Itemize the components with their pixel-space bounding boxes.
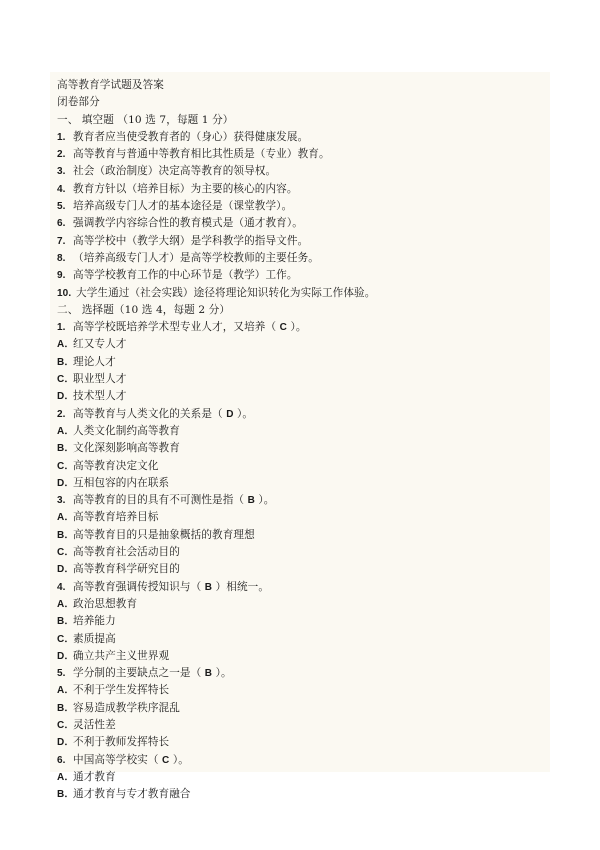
answer-letter: D [226,408,234,420]
item-text: 教育方针以（培养目标）为主要的核心的内容。 [73,182,298,195]
option-item [57,423,547,440]
option-key: A． [57,425,75,437]
item-text: 大学生通过（社会实践）途径将理论知识转化为实际工作体验。 [76,286,376,299]
option-item [57,717,547,734]
question-text: 中国高等学校实（ [73,753,163,766]
question-stem [57,752,547,769]
fill-item [57,198,547,215]
question-number: 2. [57,408,66,420]
option-key: B． [57,789,75,801]
item-number: 6. [57,218,66,230]
document-page [50,72,550,801]
section-heading-choice: 二、 选择题（10 选 4，每题 2 分） [57,303,231,316]
option-key: B． [57,616,75,628]
option-key: C． [57,460,75,472]
fill-item [57,267,547,284]
item-number: 3. [57,166,66,178]
option-item [57,734,547,751]
option-key: C． [57,633,75,645]
option-key: B． [57,529,75,541]
option-text: 政治思想教育 [73,597,138,610]
item-number: 7. [57,235,66,247]
question-number: 3. [57,495,66,507]
fill-item [57,233,547,250]
option-text: 不利于学生发挥特长 [73,684,170,697]
option-item [57,527,547,544]
document-content [57,77,547,803]
item-text: 高等学校中（教学大纲）是学科教学的指导文件。 [73,234,309,247]
question-number: 5. [57,668,66,680]
option-item [57,631,547,648]
question-stem [57,579,547,596]
question-number: 6. [57,754,66,766]
option-key: D． [57,737,75,749]
question-stem [57,406,547,423]
option-item [57,509,547,526]
item-number: 10. [57,287,72,299]
item-text: 社会（政治制度）决定高等教育的领导权。 [73,165,277,178]
fill-item [57,163,547,180]
question-text: 学分制的主要缺点之一是（ [73,667,205,680]
section-heading-fill: 一、 填空题 （10 选 7，每题 1 分） [57,113,234,126]
fill-item [57,250,547,267]
answer-letter: C [162,754,170,766]
option-key: C． [57,719,75,731]
answer-letter: B [204,668,213,680]
option-item [57,613,547,630]
option-text: 互相包容的内在联系 [73,476,170,489]
option-text: 技术型人才 [73,390,127,403]
option-item [57,769,547,786]
question-stem [57,319,547,336]
item-text: （培养高级专门人才）是高等学校教师的主要任务。 [73,251,319,264]
item-text: 培养高级专门人才的基本途径是（课堂教学）。 [73,200,293,213]
question-text: 高等教育的目的具有不可测性是指（ [73,494,248,507]
question-stem [57,492,547,509]
option-key: D． [57,650,75,662]
option-key: C． [57,374,75,386]
question-text: 高等学校既培养学术型专业人才，又培养（ [73,321,280,334]
question-number: 4. [57,581,66,593]
option-text: 高等教育决定文化 [73,459,159,472]
option-text: 高等教育科学研究目的 [73,563,180,576]
option-text: 人类文化制约高等教育 [73,424,180,437]
question-text-end: ）。 [169,753,189,766]
option-key: D． [57,391,75,403]
option-text: 理论人才 [73,355,116,368]
item-text: 高等教育与普通中等教育相比其性质是（专业）教育。 [73,148,330,161]
fill-in-list [57,129,547,302]
item-text: 高等学校教育工作的中心环节是（教学）工作。 [73,269,298,282]
option-text: 职业型人才 [73,373,127,386]
option-key: C． [57,547,75,559]
item-number: 4. [57,183,66,195]
option-item [57,458,547,475]
question-text-end: ）。 [254,494,275,507]
option-key: B． [57,702,75,714]
question-text-end: ）。 [286,321,307,334]
option-text: 确立共产主义世界观 [73,649,170,662]
option-item [57,596,547,613]
question-text-end: ）相统一。 [212,580,270,593]
option-text: 不利于教师发挥特长 [73,736,170,749]
option-item [57,475,547,492]
option-text: 通才教育与专才教育融合 [73,788,191,801]
fill-item [57,129,547,146]
option-item [57,440,547,457]
fill-item [57,285,547,302]
option-key: D． [57,564,75,576]
option-text: 通才教育 [73,770,116,783]
fill-item [57,215,547,232]
item-text: 强调教学内容综合性的教育模式是（通才教育）。 [73,217,303,230]
option-text: 容易造成教学秩序混乱 [73,701,180,714]
option-text: 高等教育社会活动目的 [73,546,180,559]
item-number: 8. [57,252,66,264]
item-number: 5. [57,201,66,213]
answer-letter: C [279,322,287,334]
option-key: D． [57,477,75,489]
option-text: 高等教育培养目标 [73,511,159,524]
answer-letter: B [204,581,213,593]
option-item [57,682,547,699]
question-stem [57,665,547,682]
option-text: 红又专人才 [73,338,127,351]
question-number: 1. [57,322,66,334]
fill-item [57,181,547,198]
question-text-end: ）。 [212,667,232,680]
option-item [57,354,547,371]
option-key: A． [57,512,75,524]
option-key: A． [57,685,75,697]
document-title: 高等教育学试题及答案 [57,79,164,91]
option-item [57,700,547,717]
option-item [57,648,547,665]
option-item [57,336,547,353]
item-text: 教育者应当使受教育者的（身心）获得健康发展。 [73,130,309,143]
option-item [57,561,547,578]
part-heading: 闭卷部分 [57,96,100,109]
item-number: 2. [57,149,66,161]
option-text: 高等教育目的只是抽象概括的教育理想 [73,528,255,541]
option-text: 素质提高 [73,632,116,645]
option-key: A． [57,598,75,610]
option-key: B． [57,443,75,455]
option-item [57,388,547,405]
question-text: 高等教育与人类文化的关系是（ [73,407,227,420]
option-text: 培养能力 [73,615,116,628]
option-key: A． [57,339,75,351]
item-number: 9. [57,270,66,282]
question-text-end: ）。 [233,407,254,420]
item-number: 1. [57,131,66,143]
option-item [57,786,547,803]
option-text: 文化深刻影响高等教育 [73,442,180,455]
answer-letter: B [247,495,255,507]
question-text: 高等教育强调传授知识与（ [73,580,205,593]
option-text: 灵活性差 [73,718,116,731]
option-item [57,544,547,561]
option-key: B． [57,356,75,368]
fill-item [57,146,547,163]
option-item [57,371,547,388]
option-key: A． [57,771,75,783]
choice-list [57,319,547,803]
